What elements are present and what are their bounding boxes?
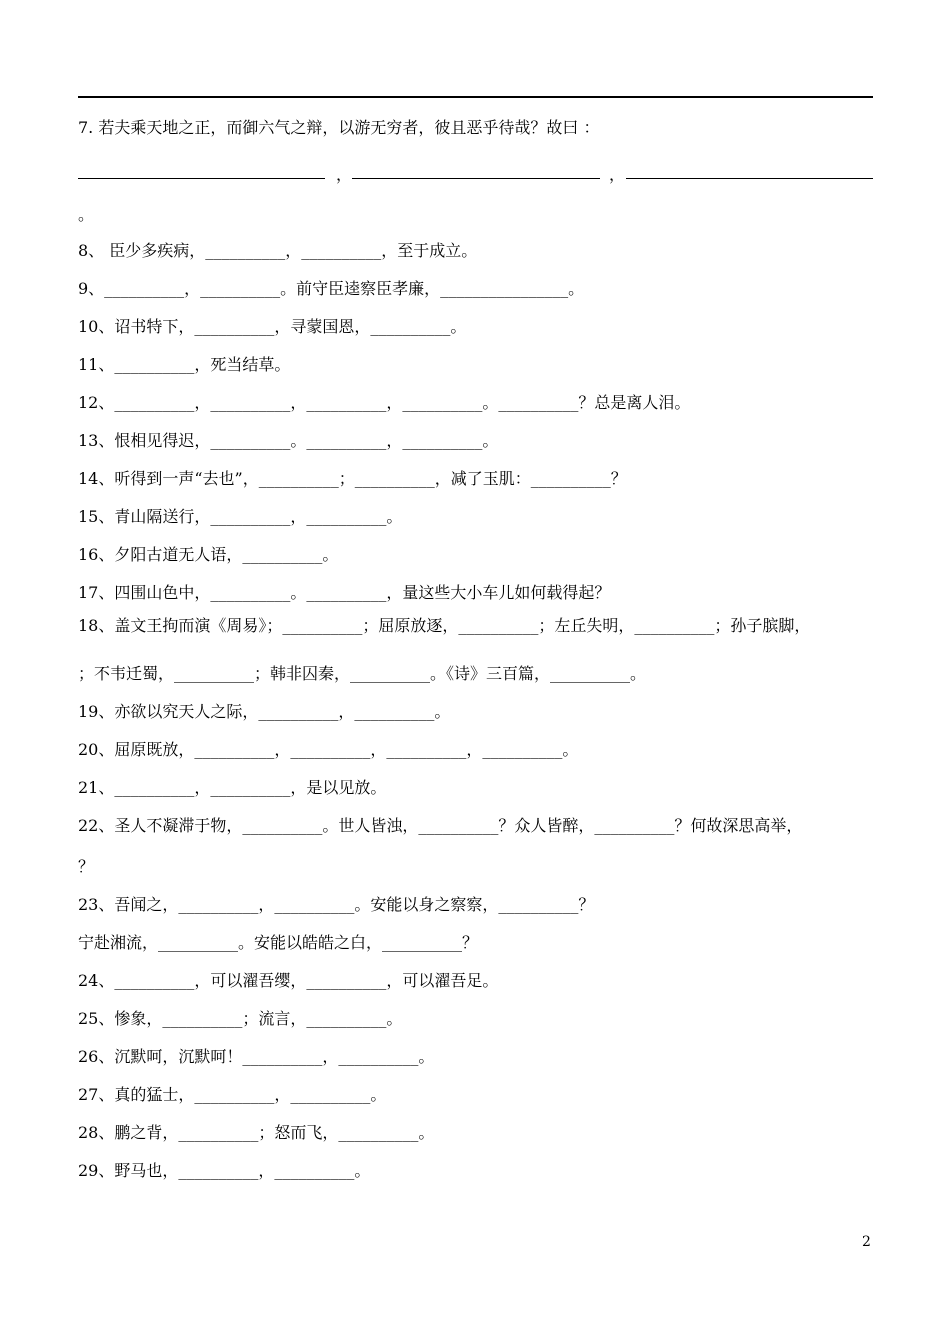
question-24: 24、__________，可以濯吾缨，__________，可以濯吾足。: [78, 971, 499, 990]
question-7-blanks: [78, 162, 873, 182]
question-10: 10、诏书特下，__________，寻蒙国恩，__________。: [78, 317, 467, 336]
question-22-part1: 22、圣人不凝滞于物，__________。世人皆浊，__________？众人皆醉，__________？何故深思高举，: [78, 816, 803, 835]
question-22-part2: ？: [78, 857, 95, 876]
question-7: 7. 若夫乘天地之正，而御六气之辩，以游无穷者，彼且恶乎待哉？故曰 ：: [78, 118, 600, 137]
question-8: 8、 臣少多疾病，__________，__________，至于成立。: [78, 241, 478, 260]
question-23-part1: 23、吾闻之，__________，__________。安能以身之察察，__________？: [78, 895, 595, 914]
question-21: 21、__________，__________，是以见放。: [78, 778, 387, 797]
question-13: 13、恨相见得迟，__________。__________，__________。: [78, 431, 499, 450]
question-17: 17、四围山色中，__________。__________，量这些大小车儿如何载得起？: [78, 583, 611, 602]
question-11: 11、__________，死当结草。: [78, 355, 291, 374]
separator: ，: [336, 165, 353, 184]
question-29: 29、野马也，__________，__________。: [78, 1161, 371, 1180]
question-28: 28、鹏之背，__________；怒而飞，__________。: [78, 1123, 435, 1142]
question-19: 19、亦欲以究天人之际，__________，__________。: [78, 702, 451, 721]
question-14: 14、听得到一声“去也”，__________；__________，减了玉肌：__________？: [78, 469, 627, 488]
question-12: 12、__________，__________，__________，__________。__________？总是离人泪。: [78, 393, 691, 412]
question-15: 15、青山隔送行，__________，__________。: [78, 507, 403, 526]
question-7-end: 。: [78, 205, 95, 224]
top-rule: [78, 96, 873, 98]
blank-line: [78, 178, 325, 179]
question-23-part2: 宁赴湘流，__________。安能以皓皓之白，__________？: [78, 933, 479, 952]
blank-line: [626, 178, 873, 179]
question-25: 25、惨象，__________；流言，__________。: [78, 1009, 403, 1028]
question-18-part2: ；不韦迁蜀，__________；韩非囚秦，__________。《诗》三百篇，__________。: [78, 664, 647, 683]
question-20: 20、屈原既放，__________，__________，__________，__________。: [78, 740, 579, 759]
question-16: 16、夕阳古道无人语，__________。: [78, 545, 339, 564]
question-18-part1: 18、盖文王拘而演《周易》；__________；屈原放逐，__________；左丘失明，__________；孙子膑脚，: [78, 616, 811, 635]
blank-line: [352, 178, 600, 179]
question-27: 27、真的猛士，__________，__________。: [78, 1085, 387, 1104]
page-number: 2: [862, 1234, 871, 1250]
question-9: 9、__________，__________。前守臣逵察臣孝廉，________________。: [78, 279, 585, 298]
separator: ，: [609, 165, 626, 184]
question-26: 26、沉默呵，沉默呵！__________，__________。: [78, 1047, 435, 1066]
